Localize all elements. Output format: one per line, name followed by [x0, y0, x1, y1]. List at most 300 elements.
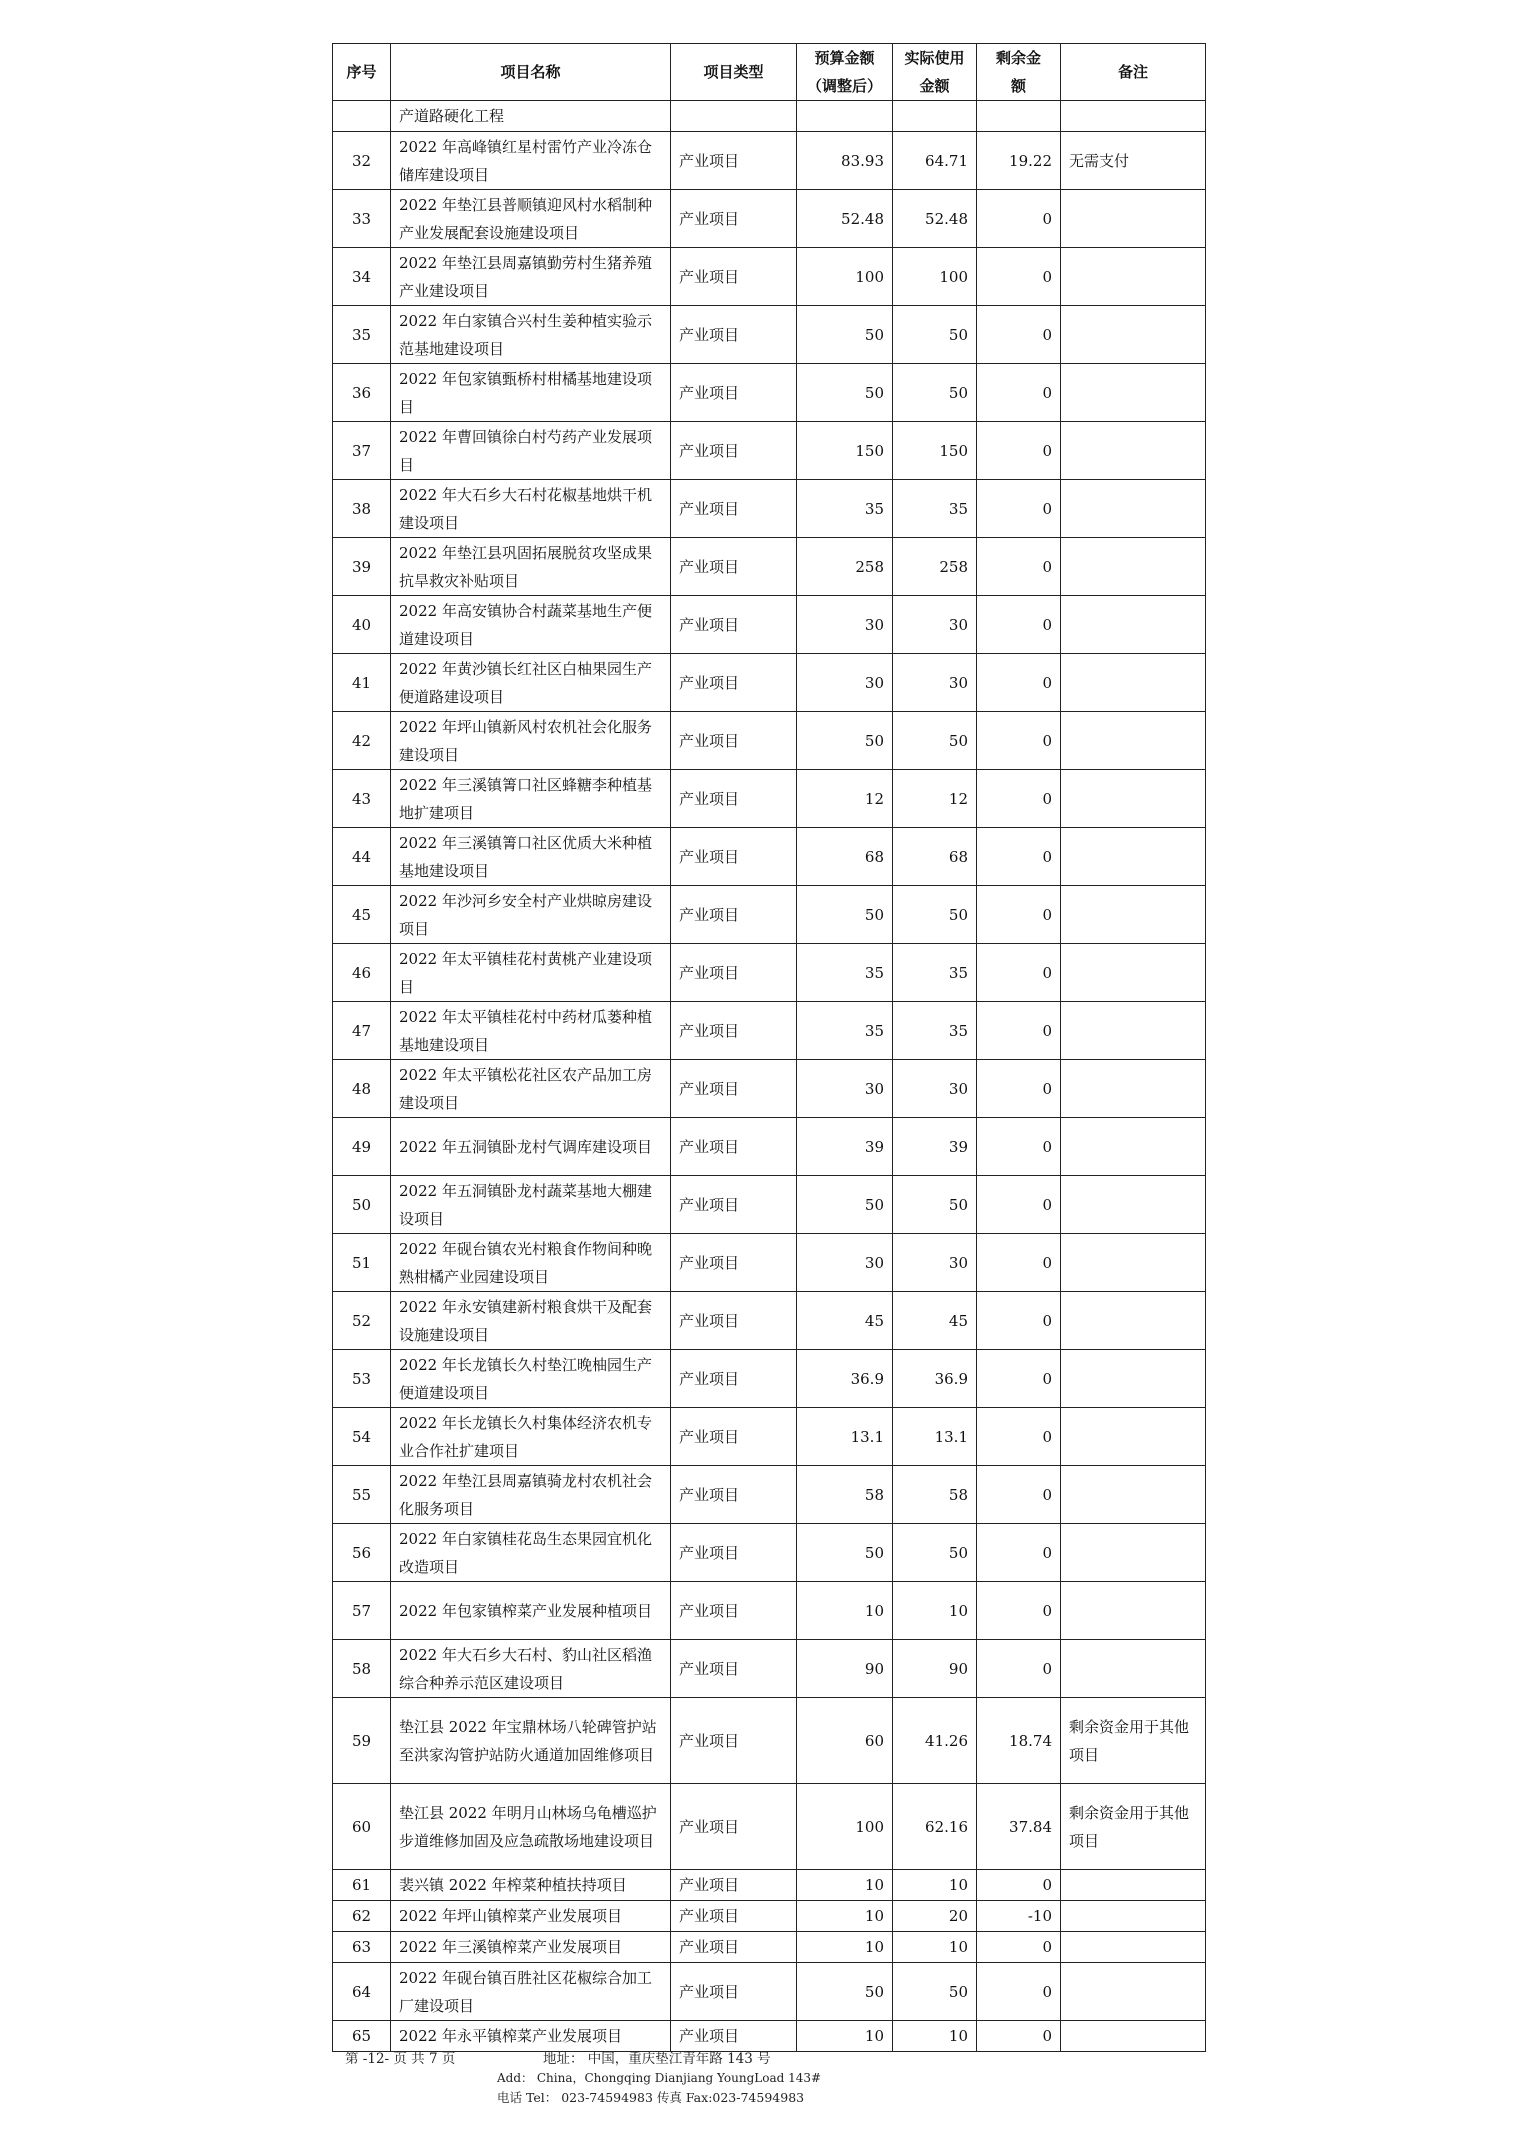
- row-remaining-amount: 0: [977, 1350, 1061, 1408]
- row-remaining-amount: 0: [977, 190, 1061, 248]
- row-remaining-amount: 0: [977, 1292, 1061, 1350]
- header-remain-line2: 额: [1010, 77, 1026, 95]
- row-note: [1061, 654, 1206, 712]
- row-index: 43: [333, 770, 391, 828]
- row-remaining-amount: -10: [977, 1901, 1061, 1932]
- row-note: [1061, 422, 1206, 480]
- row-budget-amount: [797, 101, 893, 132]
- row-budget-amount: 30: [797, 654, 893, 712]
- row-project-type: 产业项目: [671, 1698, 797, 1784]
- row-actual-amount: 50: [893, 306, 977, 364]
- row-budget-amount: 83.93: [797, 132, 893, 190]
- row-actual-amount: 41.26: [893, 1698, 977, 1784]
- table-body: [333, 101, 1206, 2052]
- row-remaining-amount: 0: [977, 538, 1061, 596]
- table-row: [333, 944, 1206, 1002]
- table-row: [333, 480, 1206, 538]
- row-project-type: 产业项目: [671, 1118, 797, 1176]
- row-project-type: 产业项目: [671, 1176, 797, 1234]
- header-remain-line1: 剩余金: [995, 49, 1041, 67]
- row-remaining-amount: 37.84: [977, 1784, 1061, 1870]
- row-index: 39: [333, 538, 391, 596]
- row-remaining-amount: 0: [977, 422, 1061, 480]
- row-index: 34: [333, 248, 391, 306]
- row-project-type: 产业项目: [671, 132, 797, 190]
- row-project-name: 2022 年大石乡大石村、豹山社区稻渔综合种养示范区建设项目: [391, 1640, 671, 1698]
- row-project-type: 产业项目: [671, 2021, 797, 2052]
- header-budget-line2: （调整后）: [806, 77, 882, 95]
- row-project-type: 产业项目: [671, 538, 797, 596]
- row-budget-amount: 90: [797, 1640, 893, 1698]
- row-project-name: 2022 年坪山镇榨菜产业发展项目: [391, 1901, 671, 1932]
- row-actual-amount: 52.48: [893, 190, 977, 248]
- row-index: 32: [333, 132, 391, 190]
- row-project-name: 2022 年五洞镇卧龙村气调库建设项目: [391, 1118, 671, 1176]
- row-budget-amount: 50: [797, 364, 893, 422]
- table-row: [333, 1292, 1206, 1350]
- row-project-name: 2022 年坪山镇新风村农机社会化服务建设项目: [391, 712, 671, 770]
- row-index: 58: [333, 1640, 391, 1698]
- table-row: [333, 1176, 1206, 1234]
- table-row: [333, 1640, 1206, 1698]
- row-remaining-amount: 0: [977, 1408, 1061, 1466]
- row-actual-amount: 64.71: [893, 132, 977, 190]
- row-index: 38: [333, 480, 391, 538]
- row-actual-amount: 39: [893, 1118, 977, 1176]
- row-note: 无需支付: [1061, 132, 1206, 190]
- table-row: [333, 1784, 1206, 1870]
- row-project-name: 垫江县 2022 年明月山林场乌龟槽巡护步道维修加固及应急疏散场地建设项目: [391, 1784, 671, 1870]
- row-remaining-amount: 18.74: [977, 1698, 1061, 1784]
- row-budget-amount: 10: [797, 2021, 893, 2052]
- row-actual-amount: 30: [893, 1234, 977, 1292]
- table-row: [333, 1118, 1206, 1176]
- row-actual-amount: 50: [893, 886, 977, 944]
- row-project-name: 垫江县 2022 年宝鼎林场八轮碑管护站至洪家沟管护站防火通道加固维修项目: [391, 1698, 671, 1784]
- table-row: [333, 770, 1206, 828]
- row-actual-amount: 150: [893, 422, 977, 480]
- row-index: 50: [333, 1176, 391, 1234]
- row-project-type: 产业项目: [671, 1408, 797, 1466]
- table-row: [333, 1870, 1206, 1901]
- row-budget-amount: 12: [797, 770, 893, 828]
- row-note: 剩余资金用于其他项目: [1061, 1698, 1206, 1784]
- header-actual-line2: 金额: [919, 77, 950, 95]
- row-project-type: 产业项目: [671, 306, 797, 364]
- row-remaining-amount: 0: [977, 1176, 1061, 1234]
- row-budget-amount: 30: [797, 596, 893, 654]
- row-index: 65: [333, 2021, 391, 2052]
- row-index: 55: [333, 1466, 391, 1524]
- row-index: 60: [333, 1784, 391, 1870]
- row-project-name: 2022 年沙河乡安全村产业烘晾房建设项目: [391, 886, 671, 944]
- row-remaining-amount: 0: [977, 1466, 1061, 1524]
- row-remaining-amount: 0: [977, 480, 1061, 538]
- row-index: 57: [333, 1582, 391, 1640]
- row-project-type: 产业项目: [671, 596, 797, 654]
- row-project-type: 产业项目: [671, 1234, 797, 1292]
- footer-address-cn: 地址： 中国，重庆垫江青年路 143 号: [543, 2051, 771, 2067]
- row-budget-amount: 150: [797, 422, 893, 480]
- row-project-name: 2022 年三溪镇箐口社区优质大米种植基地建设项目: [391, 828, 671, 886]
- row-budget-amount: 258: [797, 538, 893, 596]
- row-project-name: 2022 年白家镇桂花岛生态果园宜机化改造项目: [391, 1524, 671, 1582]
- row-index: [333, 101, 391, 132]
- row-index: 37: [333, 422, 391, 480]
- row-budget-amount: 50: [797, 1176, 893, 1234]
- row-actual-amount: 35: [893, 1002, 977, 1060]
- row-project-name: 2022 年三溪镇箐口社区蜂糖李种植基地扩建项目: [391, 770, 671, 828]
- table-row: [333, 364, 1206, 422]
- row-remaining-amount: 0: [977, 248, 1061, 306]
- header-budget: [797, 44, 893, 101]
- row-actual-amount: 258: [893, 538, 977, 596]
- row-index: 46: [333, 944, 391, 1002]
- row-project-type: 产业项目: [671, 712, 797, 770]
- row-project-name: 2022 年高安镇协合村蔬菜基地生产便道建设项目: [391, 596, 671, 654]
- row-project-name: 2022 年白家镇合兴村生姜种植实验示范基地建设项目: [391, 306, 671, 364]
- row-index: 64: [333, 1963, 391, 2021]
- row-index: 54: [333, 1408, 391, 1466]
- row-project-name: 2022 年长龙镇长久村垫江晚柚园生产便道建设项目: [391, 1350, 671, 1408]
- row-remaining-amount: [977, 101, 1061, 132]
- row-note: [1061, 364, 1206, 422]
- row-project-name: 裴兴镇 2022 年榨菜种植扶持项目: [391, 1870, 671, 1901]
- row-actual-amount: 13.1: [893, 1408, 977, 1466]
- row-budget-amount: 13.1: [797, 1408, 893, 1466]
- row-project-type: 产业项目: [671, 944, 797, 1002]
- row-actual-amount: [893, 101, 977, 132]
- row-index: 44: [333, 828, 391, 886]
- row-budget-amount: 36.9: [797, 1350, 893, 1408]
- header-index: 序号: [333, 44, 391, 101]
- footer-tel-fax: 电话 Tel： 023-74594983 传真 Fax:023-74594983: [497, 2090, 805, 2105]
- row-budget-amount: 45: [797, 1292, 893, 1350]
- row-note: [1061, 1234, 1206, 1292]
- row-actual-amount: 50: [893, 712, 977, 770]
- row-project-type: 产业项目: [671, 422, 797, 480]
- row-budget-amount: 50: [797, 886, 893, 944]
- table-row: [333, 2021, 1206, 2052]
- row-actual-amount: 30: [893, 654, 977, 712]
- row-project-name: 2022 年三溪镇榨菜产业发展项目: [391, 1932, 671, 1963]
- row-actual-amount: 10: [893, 1582, 977, 1640]
- row-project-type: 产业项目: [671, 1582, 797, 1640]
- row-note: [1061, 1524, 1206, 1582]
- row-project-type: 产业项目: [671, 1002, 797, 1060]
- row-note: [1061, 306, 1206, 364]
- row-actual-amount: 12: [893, 770, 977, 828]
- header-actual-line1: 实际使用: [904, 49, 965, 67]
- row-index: 61: [333, 1870, 391, 1901]
- row-remaining-amount: 0: [977, 1002, 1061, 1060]
- row-project-name: 2022 年永安镇建新村粮食烘干及配套设施建设项目: [391, 1292, 671, 1350]
- row-remaining-amount: 0: [977, 654, 1061, 712]
- table-row: [333, 596, 1206, 654]
- row-note: [1061, 1901, 1206, 1932]
- table-row: [333, 1932, 1206, 1963]
- table-row: [333, 538, 1206, 596]
- row-remaining-amount: 0: [977, 2021, 1061, 2052]
- row-project-type: 产业项目: [671, 1640, 797, 1698]
- row-actual-amount: 50: [893, 1963, 977, 2021]
- row-project-name: 2022 年垫江县普顺镇迎风村水稻制种产业发展配套设施建设项目: [391, 190, 671, 248]
- row-remaining-amount: 19.22: [977, 132, 1061, 190]
- row-budget-amount: 35: [797, 944, 893, 1002]
- row-note: [1061, 2021, 1206, 2052]
- row-budget-amount: 50: [797, 712, 893, 770]
- row-actual-amount: 10: [893, 2021, 977, 2052]
- row-budget-amount: 50: [797, 1963, 893, 2021]
- row-remaining-amount: 0: [977, 770, 1061, 828]
- row-actual-amount: 50: [893, 364, 977, 422]
- table-row: [333, 1582, 1206, 1640]
- row-budget-amount: 10: [797, 1932, 893, 1963]
- row-actual-amount: 30: [893, 596, 977, 654]
- row-note: [1061, 1408, 1206, 1466]
- row-index: 36: [333, 364, 391, 422]
- row-index: 59: [333, 1698, 391, 1784]
- row-project-name: 2022 年包家镇甄桥村柑橘基地建设项目: [391, 364, 671, 422]
- row-note: [1061, 886, 1206, 944]
- row-actual-amount: 20: [893, 1901, 977, 1932]
- row-note: [1061, 1118, 1206, 1176]
- row-note: [1061, 190, 1206, 248]
- row-budget-amount: 58: [797, 1466, 893, 1524]
- row-budget-amount: 10: [797, 1901, 893, 1932]
- row-project-type: 产业项目: [671, 770, 797, 828]
- row-project-type: 产业项目: [671, 1292, 797, 1350]
- table-row: [333, 1002, 1206, 1060]
- row-remaining-amount: 0: [977, 1963, 1061, 2021]
- row-note: [1061, 596, 1206, 654]
- row-remaining-amount: 0: [977, 596, 1061, 654]
- footer-address-en: Add： China，Chongqing Dianjiang YoungLoad 143#: [497, 2071, 822, 2085]
- row-index: 42: [333, 712, 391, 770]
- table-row: [333, 1524, 1206, 1582]
- row-index: 35: [333, 306, 391, 364]
- row-remaining-amount: 0: [977, 1640, 1061, 1698]
- row-index: 62: [333, 1901, 391, 1932]
- row-budget-amount: 60: [797, 1698, 893, 1784]
- row-project-type: 产业项目: [671, 1524, 797, 1582]
- row-note: 剩余资金用于其他项目: [1061, 1784, 1206, 1870]
- row-note: [1061, 828, 1206, 886]
- row-project-name: 2022 年高峰镇红星村雷竹产业冷冻仓储库建设项目: [391, 132, 671, 190]
- row-index: 53: [333, 1350, 391, 1408]
- row-project-type: 产业项目: [671, 1932, 797, 1963]
- row-actual-amount: 35: [893, 480, 977, 538]
- row-remaining-amount: 0: [977, 1870, 1061, 1901]
- row-remaining-amount: 0: [977, 364, 1061, 422]
- row-note: [1061, 538, 1206, 596]
- row-project-type: 产业项目: [671, 654, 797, 712]
- row-note: [1061, 712, 1206, 770]
- row-budget-amount: 100: [797, 1784, 893, 1870]
- header-note: 备注: [1061, 44, 1206, 101]
- row-index: 51: [333, 1234, 391, 1292]
- row-project-name: 2022 年垫江县周嘉镇骑龙村农机社会化服务项目: [391, 1466, 671, 1524]
- table-row: [333, 828, 1206, 886]
- row-project-name: 2022 年长龙镇长久村集体经济农机专业合作社扩建项目: [391, 1408, 671, 1466]
- row-project-type: 产业项目: [671, 1466, 797, 1524]
- table-row: [333, 132, 1206, 190]
- table-row: [333, 1234, 1206, 1292]
- table-row: [333, 1408, 1206, 1466]
- row-project-name: 2022 年太平镇桂花村中药材瓜蒌种植基地建设项目: [391, 1002, 671, 1060]
- row-remaining-amount: 0: [977, 828, 1061, 886]
- row-budget-amount: 10: [797, 1582, 893, 1640]
- table-row: [333, 654, 1206, 712]
- row-remaining-amount: 0: [977, 1582, 1061, 1640]
- row-budget-amount: 39: [797, 1118, 893, 1176]
- row-project-type: 产业项目: [671, 1870, 797, 1901]
- table-row: [333, 1466, 1206, 1524]
- project-fund-table-sheet: [332, 43, 1205, 2052]
- row-project-type: 产业项目: [671, 190, 797, 248]
- row-actual-amount: 35: [893, 944, 977, 1002]
- row-remaining-amount: 0: [977, 1524, 1061, 1582]
- row-actual-amount: 100: [893, 248, 977, 306]
- row-remaining-amount: 0: [977, 306, 1061, 364]
- table-row: [333, 1901, 1206, 1932]
- row-project-type: 产业项目: [671, 1784, 797, 1870]
- row-remaining-amount: 0: [977, 886, 1061, 944]
- row-note: [1061, 770, 1206, 828]
- row-note: [1061, 1060, 1206, 1118]
- row-note: [1061, 1582, 1206, 1640]
- table-header-row: [333, 44, 1206, 101]
- row-project-type: 产业项目: [671, 248, 797, 306]
- row-remaining-amount: 0: [977, 712, 1061, 770]
- row-project-name: 2022 年太平镇桂花村黄桃产业建设项目: [391, 944, 671, 1002]
- row-note: [1061, 248, 1206, 306]
- row-actual-amount: 10: [893, 1870, 977, 1901]
- row-note: [1061, 101, 1206, 132]
- row-index: 49: [333, 1118, 391, 1176]
- row-index: 56: [333, 1524, 391, 1582]
- row-project-name: 2022 年太平镇松花社区农产品加工房建设项目: [391, 1060, 671, 1118]
- header-type: 项目类型: [671, 44, 797, 101]
- row-actual-amount: 62.16: [893, 1784, 977, 1870]
- row-actual-amount: 50: [893, 1524, 977, 1582]
- row-project-name: 2022 年垫江县巩固拓展脱贫攻坚成果抗旱救灾补贴项目: [391, 538, 671, 596]
- row-project-type: 产业项目: [671, 480, 797, 538]
- table-row: [333, 1350, 1206, 1408]
- row-project-name: 2022 年包家镇榨菜产业发展种植项目: [391, 1582, 671, 1640]
- row-project-type: 产业项目: [671, 364, 797, 422]
- row-index: 40: [333, 596, 391, 654]
- table-row: [333, 101, 1206, 132]
- row-remaining-amount: 0: [977, 1060, 1061, 1118]
- row-index: 41: [333, 654, 391, 712]
- row-project-type: 产业项目: [671, 1901, 797, 1932]
- row-project-name: 2022 年黄沙镇长红社区白柚果园生产便道路建设项目: [391, 654, 671, 712]
- row-project-name: 2022 年永平镇榨菜产业发展项目: [391, 2021, 671, 2052]
- row-budget-amount: 30: [797, 1234, 893, 1292]
- row-budget-amount: 100: [797, 248, 893, 306]
- table-row: [333, 712, 1206, 770]
- table-row: [333, 886, 1206, 944]
- row-index: 48: [333, 1060, 391, 1118]
- header-budget-line1: 预算金额: [814, 49, 875, 67]
- row-budget-amount: 10: [797, 1870, 893, 1901]
- header-name: 项目名称: [391, 44, 671, 101]
- row-project-type: 产业项目: [671, 828, 797, 886]
- row-note: [1061, 1002, 1206, 1060]
- table-row: [333, 248, 1206, 306]
- row-note: [1061, 1870, 1206, 1901]
- table-row: [333, 422, 1206, 480]
- row-project-name: 2022 年垫江县周嘉镇勤劳村生猪养殖产业建设项目: [391, 248, 671, 306]
- table-row: [333, 306, 1206, 364]
- row-actual-amount: 36.9: [893, 1350, 977, 1408]
- table-row: [333, 1963, 1206, 2021]
- row-actual-amount: 45: [893, 1292, 977, 1350]
- header-remain: [977, 44, 1061, 101]
- row-note: [1061, 944, 1206, 1002]
- row-note: [1061, 1176, 1206, 1234]
- row-actual-amount: 30: [893, 1060, 977, 1118]
- project-fund-table: [332, 43, 1206, 2052]
- row-index: 52: [333, 1292, 391, 1350]
- row-project-type: [671, 101, 797, 132]
- row-project-name: 2022 年五洞镇卧龙村蔬菜基地大棚建设项目: [391, 1176, 671, 1234]
- row-project-type: 产业项目: [671, 886, 797, 944]
- row-budget-amount: 50: [797, 306, 893, 364]
- row-budget-amount: 52.48: [797, 190, 893, 248]
- row-remaining-amount: 0: [977, 1932, 1061, 1963]
- row-project-name: 2022 年大石乡大石村花椒基地烘干机建设项目: [391, 480, 671, 538]
- page-number: 第 -12- 页 共 7 页: [345, 2051, 456, 2067]
- row-budget-amount: 35: [797, 1002, 893, 1060]
- table-row: [333, 1698, 1206, 1784]
- row-actual-amount: 68: [893, 828, 977, 886]
- row-project-type: 产业项目: [671, 1350, 797, 1408]
- row-project-name: 2022 年砚台镇农光村粮食作物间种晚熟柑橘产业园建设项目: [391, 1234, 671, 1292]
- row-index: 33: [333, 190, 391, 248]
- row-budget-amount: 30: [797, 1060, 893, 1118]
- header-actual: [893, 44, 977, 101]
- table-row: [333, 190, 1206, 248]
- row-note: [1061, 1640, 1206, 1698]
- row-project-name: 产道路硬化工程: [391, 101, 671, 132]
- row-project-name: 2022 年砚台镇百胜社区花椒综合加工厂建设项目: [391, 1963, 671, 2021]
- row-budget-amount: 68: [797, 828, 893, 886]
- row-note: [1061, 1350, 1206, 1408]
- row-remaining-amount: 0: [977, 1234, 1061, 1292]
- table-row: [333, 1060, 1206, 1118]
- row-index: 47: [333, 1002, 391, 1060]
- row-note: [1061, 1932, 1206, 1963]
- row-actual-amount: 90: [893, 1640, 977, 1698]
- row-actual-amount: 10: [893, 1932, 977, 1963]
- row-note: [1061, 1963, 1206, 2021]
- row-index: 63: [333, 1932, 391, 1963]
- row-project-name: 2022 年曹回镇徐白村芍药产业发展项目: [391, 422, 671, 480]
- row-actual-amount: 58: [893, 1466, 977, 1524]
- row-remaining-amount: 0: [977, 944, 1061, 1002]
- row-actual-amount: 50: [893, 1176, 977, 1234]
- row-note: [1061, 1466, 1206, 1524]
- row-budget-amount: 35: [797, 480, 893, 538]
- row-budget-amount: 50: [797, 1524, 893, 1582]
- row-remaining-amount: 0: [977, 1118, 1061, 1176]
- row-note: [1061, 1292, 1206, 1350]
- row-note: [1061, 480, 1206, 538]
- row-project-type: 产业项目: [671, 1963, 797, 2021]
- row-index: 45: [333, 886, 391, 944]
